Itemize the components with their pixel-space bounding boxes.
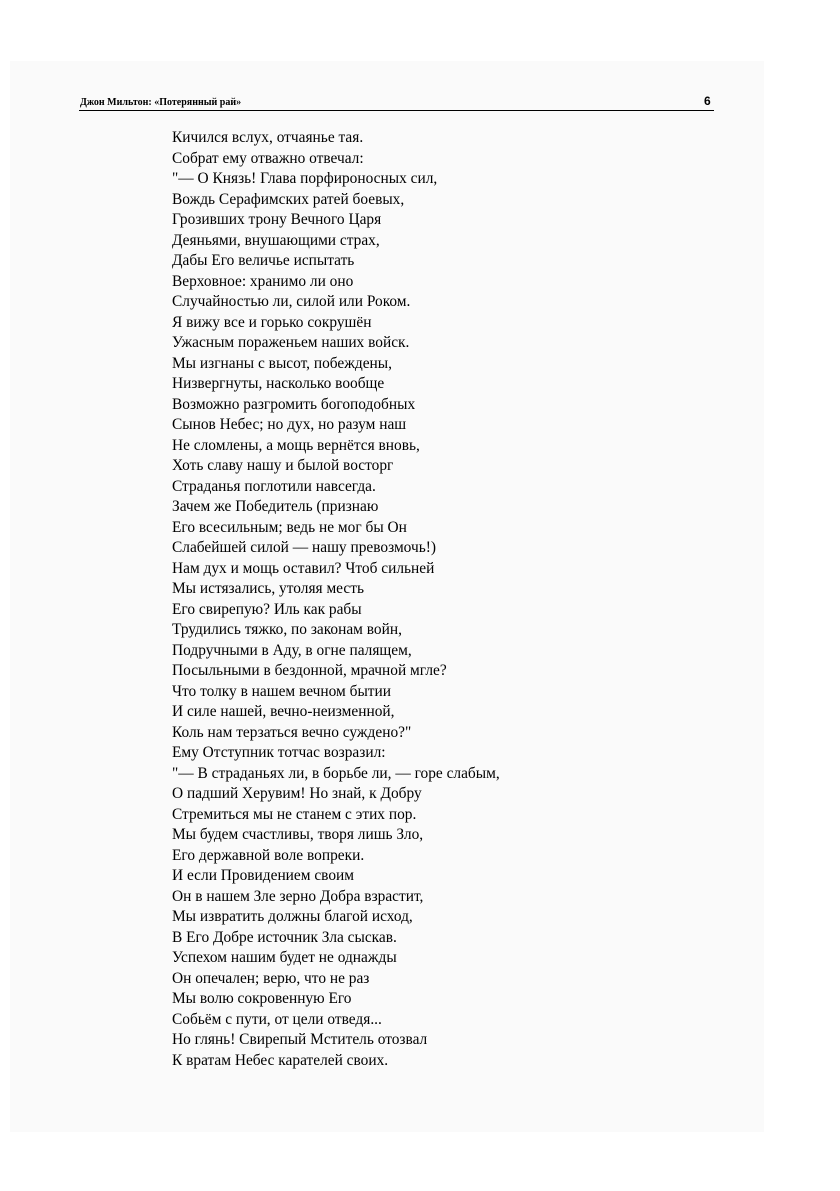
poem-line: Собьём с пути, от цели отведя...	[172, 1010, 382, 1028]
poem-line: И силе нашей, вечно-неизменной,	[172, 703, 395, 720]
poem-line: Трудились тяжко, по законам войн,	[172, 621, 402, 638]
poem-line: Его всесильным; ведь не мог бы Он	[172, 518, 407, 536]
poem-line: Но глянь! Свирепый Мститель отозвал	[172, 1031, 428, 1048]
page-number: 6	[704, 94, 711, 108]
poem-line: Стремиться мы не станем с этих пор.	[172, 805, 417, 823]
poem-line: Мы будем счастливы, творя лишь Зло,	[172, 826, 424, 843]
poem-line: Нам дух и мощь оставил? Чтоб сильней	[172, 559, 435, 577]
poem-line: И если Провидением своим	[172, 867, 354, 884]
poem-line: Мы волю сокровенную Его	[172, 990, 352, 1007]
poem-line: Мы изгнаны с высот, побеждены,	[172, 354, 392, 372]
poem-line: Коль нам терзаться вечно суждено?"	[172, 723, 412, 741]
poem-line: Низвергнуты, насколько вообще	[172, 375, 385, 392]
poem-line: Сынов Небес; но дух, но разум наш	[172, 416, 407, 433]
poem-line: Мы истязались, утоляя месть	[172, 580, 364, 597]
poem-line: Вождь Серафимских ратей боевых,	[172, 190, 405, 208]
poem-line: Возможно разгромить богоподобных	[172, 395, 416, 413]
poem-line: Ему Отступник тотчас возразил:	[172, 744, 386, 761]
poem-line: Посыльными в бездонной, мрачной мгле?	[172, 662, 447, 679]
poem-line: К вратам Небес карателей своих.	[172, 1051, 389, 1069]
poem-line: Ужасным пораженьем наших войск.	[172, 334, 410, 351]
poem-line: Он опечален; верю, что не раз	[172, 969, 370, 987]
header-divider	[79, 110, 714, 111]
poem-line: Он в нашем Зле зерно Добра взрастит,	[172, 887, 424, 905]
poem-line: Зачем же Победитель (признаю	[172, 498, 379, 515]
poem-line: Деяньями, внушающими страх,	[172, 231, 380, 249]
poem-line: Я вижу все и горько сокрушён	[172, 313, 372, 331]
poem-line: Успехом нашим будет не однажды	[172, 949, 397, 966]
poem-line: Собрат ему отважно отвечал:	[172, 149, 364, 167]
poem-line: В Его Добре источник Зла сыскав.	[172, 928, 397, 946]
poem-line: "— В страданьях ли, в борьбе ли, — горе слабым,	[172, 764, 500, 782]
poem-line: Кичился вслух, отчаянье тая.	[172, 129, 364, 146]
poem-line: Подручными в Аду, в огне палящем,	[172, 641, 412, 659]
poem-line: Не сломлены, а мощь вернётся вновь,	[172, 436, 420, 454]
poem-line: Грозивших трону Вечного Царя	[172, 211, 382, 228]
poem-line: Слабейшей силой — нашу превозмочь!)	[172, 539, 436, 556]
poem-line: Верховное: хранимо ли оно	[172, 272, 354, 290]
poem-text	[172, 128, 500, 1071]
poem-line: О падший Херувим! Но знай, к Добру	[172, 785, 422, 802]
running-header-title: Джон Мильтон: «Потерянный рай»	[80, 97, 242, 108]
poem-line: Случайностью ли, силой или Роком.	[172, 293, 411, 310]
poem-line: Хоть славу нашу и былой восторг	[172, 457, 394, 474]
poem-line: Страданья поглотили навсегда.	[172, 477, 376, 495]
poem-line: Что толку в нашем вечном бытии	[172, 682, 391, 700]
poem-line: Мы извратить должны благой исход,	[172, 908, 413, 925]
poem-line: "— О Князь! Глава порфироносных сил,	[172, 170, 438, 187]
poem-line: Его свирепую? Иль как рабы	[172, 600, 362, 618]
poem-line: Его державной воле вопреки.	[172, 846, 365, 864]
poem-line: Дабы Его величье испытать	[172, 252, 355, 269]
